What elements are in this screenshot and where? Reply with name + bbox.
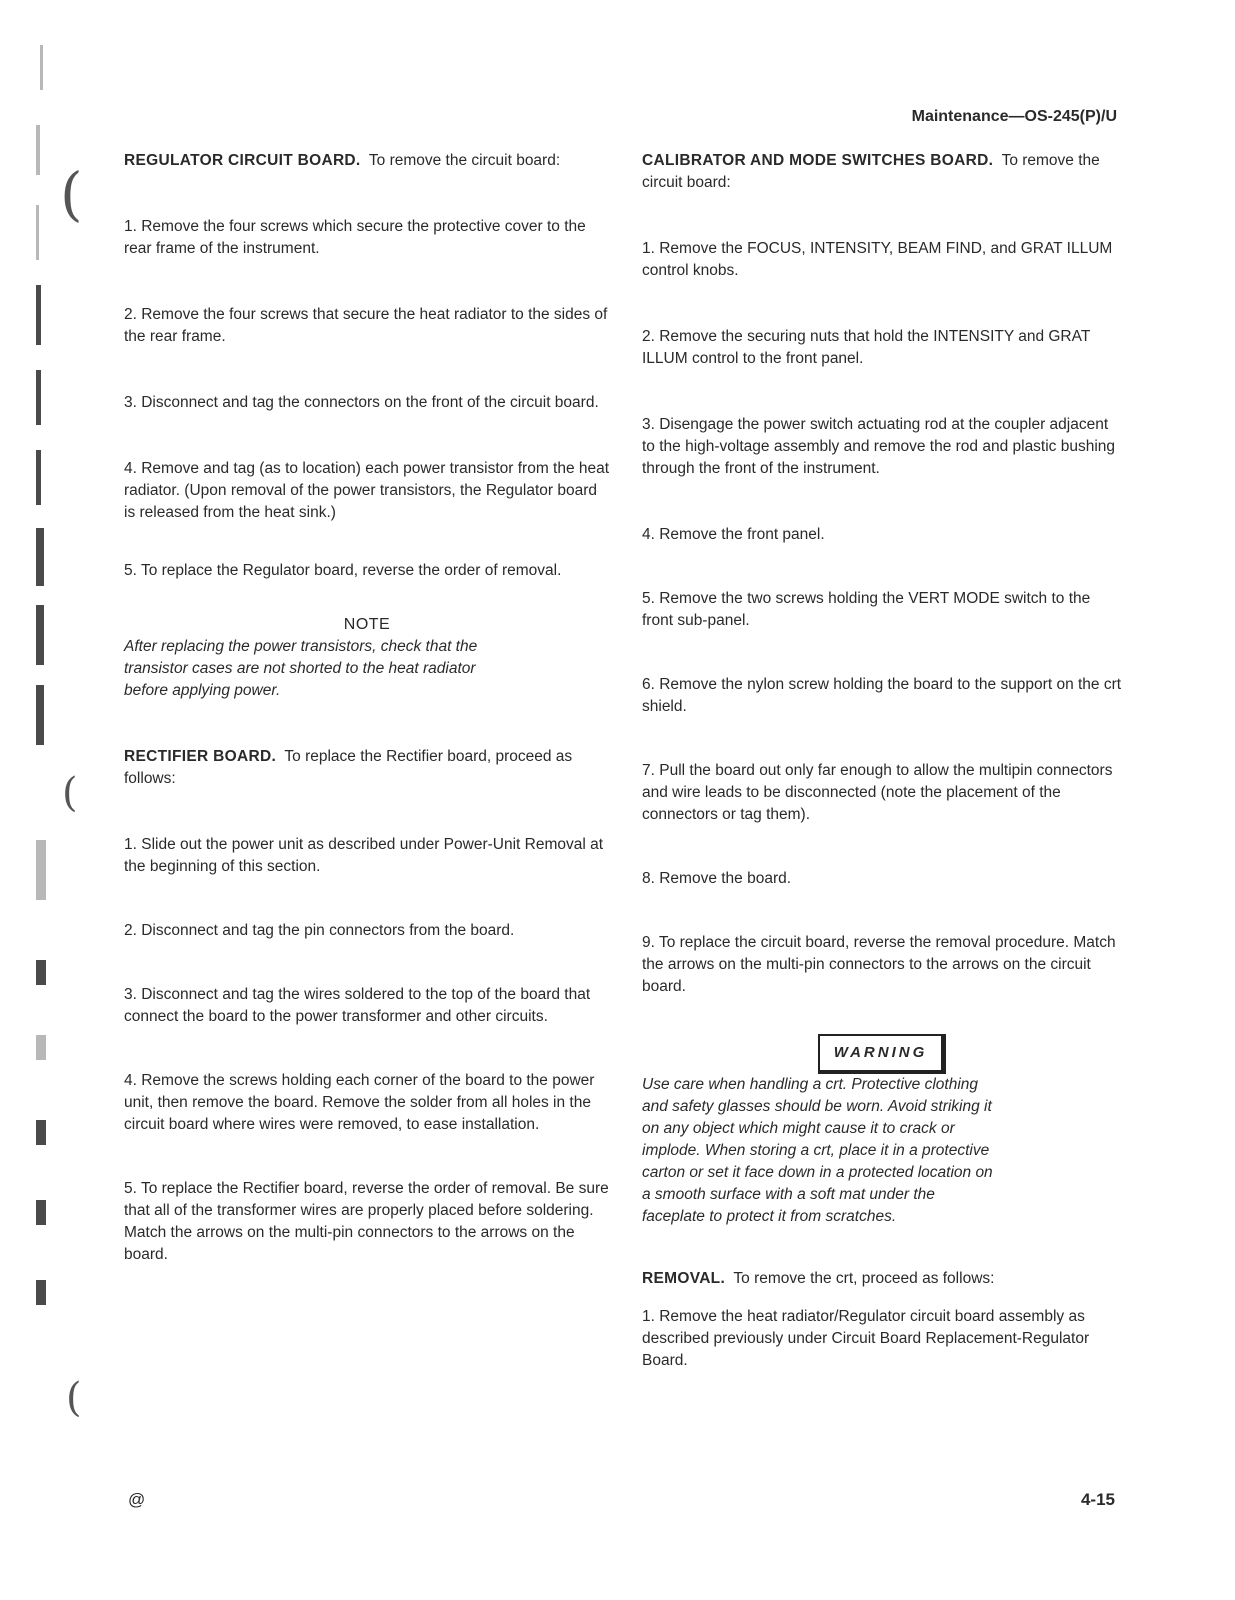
rectifier-step-5: 5. To replace the Rectifier board, reverse the order of removal. Be sure that all of the transformer wires are properly placed before soldering. Match the arrows on the multi-pin connectors to the arrows on the board.	[124, 1180, 609, 1263]
right-column	[642, 150, 1122, 1372]
page-number: 4-15	[1080, 1490, 1115, 1509]
calibrator-intro: To remove the circuit board:	[642, 152, 1100, 191]
removal-step-1: 1. Remove the heat radiator/Regulator circuit board assembly as described previously under Circuit Board Replacement-Regulator Board.	[642, 1308, 1090, 1369]
removal-intro: To remove the crt, proceed as follows:	[733, 1270, 995, 1287]
regulator-step-3: 3. Disconnect and tag the connectors on the front of the circuit board.	[124, 394, 599, 411]
page-header: Maintenance—OS-245(P)/U	[911, 108, 1117, 125]
regulator-step-2: 2. Remove the four screws that secure the heat radiator to the sides of the rear frame.	[124, 306, 608, 345]
calibrator-section-heading	[642, 150, 1122, 194]
rectifier-intro: To replace the Rectifier board, proceed as follows:	[124, 748, 573, 787]
left-column	[124, 150, 610, 1266]
rectifier-step-2: 2. Disconnect and tag the pin connectors from the board.	[124, 922, 515, 939]
note-title: NOTE	[343, 616, 391, 633]
rectifier-step-3: 3. Disconnect and tag the wires soldered to the top of the board that connect the board to the power transformer and other circuits.	[124, 986, 591, 1025]
rectifier-heading: RECTIFIER BOARD.	[124, 748, 277, 765]
calibrator-step-2: 2. Remove the securing nuts that hold the INTENSITY and GRAT ILLUM control to the front panel.	[642, 328, 1091, 367]
warning-label: WARNING	[818, 1034, 947, 1074]
regulator-heading: REGULATOR CIRCUIT BOARD.	[124, 152, 361, 169]
regulator-step-5: 5. To replace the Regulator board, reverse the order of removal.	[124, 562, 562, 579]
calibrator-step-5: 5. Remove the two screws holding the VERT MODE switch to the front sub-panel.	[642, 590, 1091, 629]
calibrator-step-6: 6. Remove the nylon screw holding the board to the support on the crt shield.	[642, 676, 1122, 715]
footer-symbol: @	[128, 1490, 146, 1509]
regulator-step-1: 1. Remove the four screws which secure the protective cover to the rear frame of the instrument.	[124, 218, 586, 257]
regulator-section-heading	[124, 150, 610, 172]
calibrator-step-7: 7. Pull the board out only far enough to allow the multipin connectors and wire leads to be disconnected (note the placement of the connectors or tag them).	[642, 762, 1113, 823]
calibrator-step-9: 9. To replace the circuit board, reverse the removal procedure. Match the arrows on the multi-pin connectors to the arrows on the circuit board.	[642, 934, 1116, 995]
regulator-step-4: 4. Remove and tag (as to location) each power transistor from the heat radiator. (Upon removal of the power transistors, the Regulator board is released from the heat sink.)	[124, 460, 610, 521]
binding-edge-marks: ( ( (	[0, 0, 100, 1600]
rectifier-step-1: 1. Slide out the power unit as described under Power-Unit Removal at the beginning of this section.	[124, 836, 604, 875]
removal-section-heading	[642, 1268, 1122, 1290]
calibrator-step-4: 4. Remove the front panel.	[642, 526, 825, 543]
note-text: After replacing the power transistors, check that the transistor cases are not shorted to the heat radiator before applying power.	[124, 638, 478, 699]
removal-heading: REMOVAL.	[642, 1270, 726, 1287]
warning-box-wrap	[642, 1034, 1122, 1074]
warning-text: Use care when handling a crt. Protective clothing and safety glasses should be worn. Avoid striking it on any object which might cause it to crack or implode. When storing a crt, place it in a protective carton or set it face down in a protected location on a smooth surface with a soft mat under the faceplate to protect it from scratches.	[642, 1076, 993, 1225]
calibrator-heading: CALIBRATOR AND MODE SWITCHES BOARD.	[642, 152, 994, 169]
rectifier-step-4: 4. Remove the screws holding each corner of the board to the power unit, then remove the board. Remove the solder from all holes in the circuit board where wires were removed, to ease installation.	[124, 1072, 595, 1133]
calibrator-step-1: 1. Remove the FOCUS, INTENSITY, BEAM FIND, and GRAT ILLUM control knobs.	[642, 240, 1113, 279]
calibrator-step-3: 3. Disengage the power switch actuating rod at the coupler adjacent to the high-voltage assembly and remove the rod and plastic bushing through the front of the instrument.	[642, 416, 1116, 477]
calibrator-step-8: 8. Remove the board.	[642, 870, 792, 887]
rectifier-section-heading	[124, 746, 610, 790]
regulator-intro: To remove the circuit board:	[368, 152, 561, 169]
